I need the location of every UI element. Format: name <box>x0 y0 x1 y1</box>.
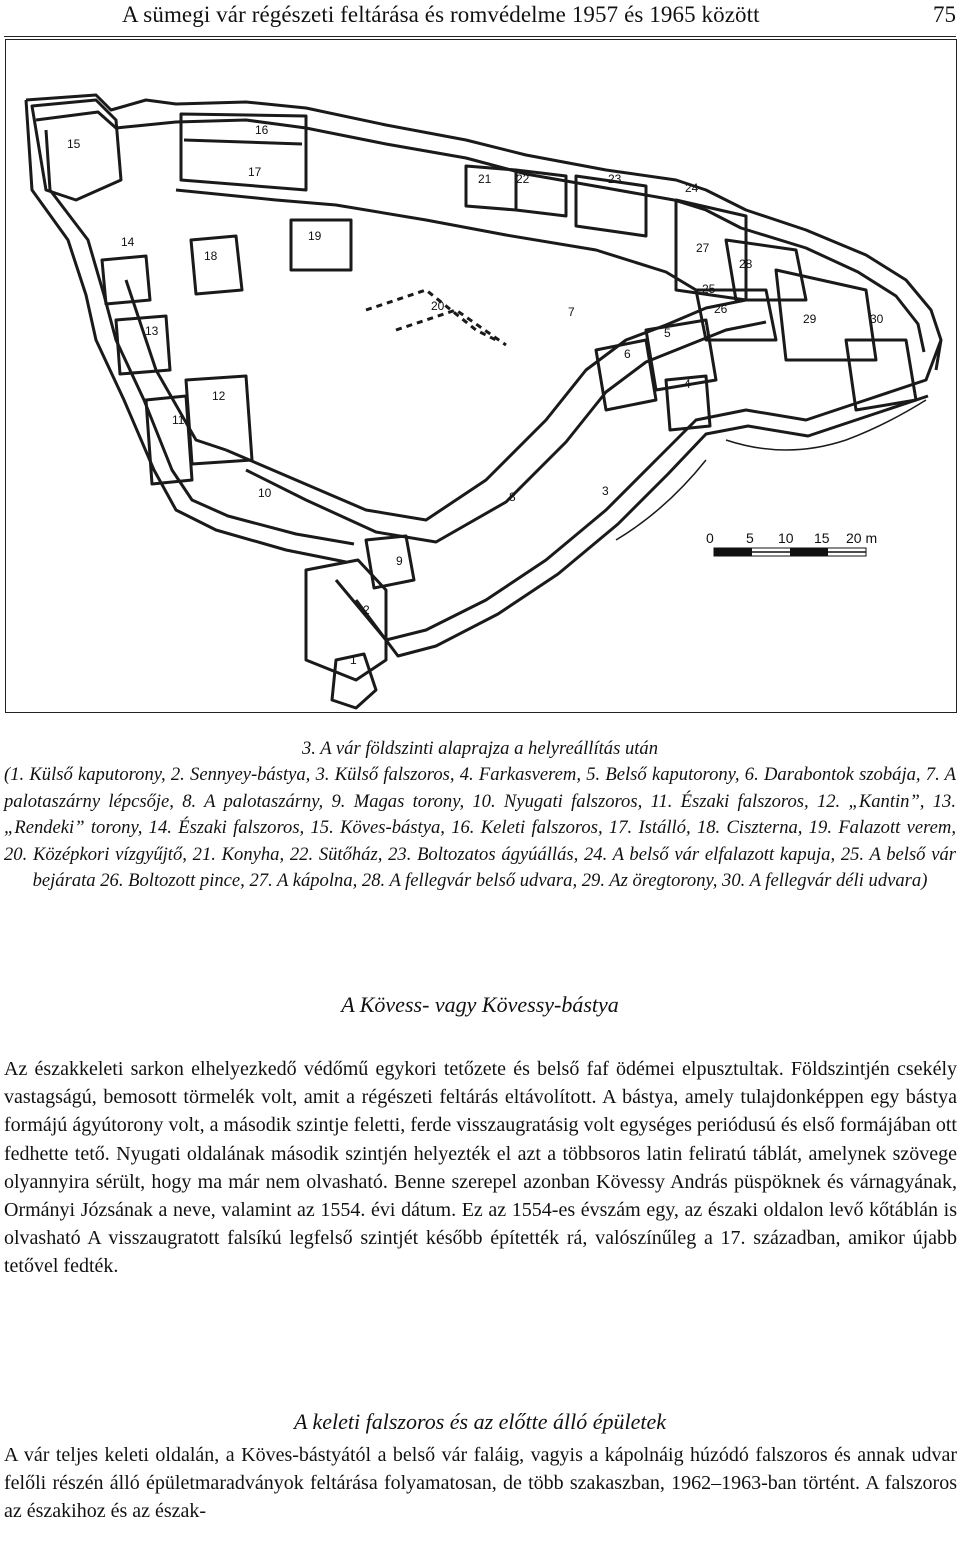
body-paragraph <box>4 1441 957 1526</box>
scale-tick: 0 <box>706 530 714 546</box>
castle-ground-plan-figure <box>5 39 957 713</box>
room-number: 1 <box>350 653 357 667</box>
running-title: A sümegi vár régészeti feltárása és romvédelme 1957 és 1965 között <box>122 2 760 27</box>
caption-legend: (1. Külső kaputorony, 2. Sennyey-bástya, 3. Külső falszoros, 4. Farkasverem, 5. Belső kaputorony, 6. Darabontok szobája, 7. A palotaszárny lépcsője, 8. A palotaszárny, 9. Magas torony, 10. Nyugati falszoros, 11. Északi falszoros, 12. „Kantin”, 13. „Rendeki” torony, 14. Északi falszoros, 15. Köves-bástya, 16. Keleti falszoros, 17. Istálló, 18. Ciszterna, 19. Falazott verem, 20. Középkori vízgyűjtő, 21. Konyha, 22. Sütőház, 23. Boltozatos ágyúállás, 24. A belső vár elfalazott kapuja, 25. A belső vár bejárata 26. Boltozott pince, 27. A kápolna, 28. A fellegvár belső udvara, 29. Az öregtorony, 30. A fellegvár déli udvara) <box>4 764 956 892</box>
room-number: 2 <box>363 603 370 617</box>
room-number: 17 <box>248 165 262 179</box>
scale-tick: 5 <box>746 530 754 546</box>
body-paragraph <box>4 1055 957 1281</box>
scale-bar <box>706 530 877 556</box>
room-number: 27 <box>696 241 710 255</box>
scale-tick: 15 <box>814 530 830 546</box>
section-heading: A Kövess- vagy Kövessy-bástya <box>341 992 619 1017</box>
room-number: 11 <box>172 413 185 427</box>
room-number: 12 <box>212 389 226 403</box>
room-number: 22 <box>516 172 530 186</box>
running-header <box>4 0 956 37</box>
room-number: 29 <box>803 312 817 326</box>
castle-plan-drawing <box>6 40 955 711</box>
room-number: 24 <box>685 181 699 195</box>
room-number: 8 <box>509 490 516 504</box>
room-number: 26 <box>714 302 728 316</box>
room-number: 14 <box>121 235 135 249</box>
room-number: 15 <box>67 137 81 151</box>
room-number: 4 <box>684 377 691 391</box>
paragraph-text: A vár teljes keleti oldalán, a Köves-bástyától a belső vár faláig, vagyis a kápolnáig húzódó falszoros és annak udvar felőli részén álló épületmaradványok feltárása folyamatosan, de több szakaszban, 1962–1963-ban történt. A falszoros az északihoz és az észak- <box>4 1444 957 1523</box>
room-number: 7 <box>568 305 575 319</box>
caption-title: 3. A vár földszinti alaprajza a helyreállítás után <box>301 738 659 759</box>
room-number: 6 <box>624 347 631 361</box>
room-number: 25 <box>702 282 716 296</box>
room-number: 28 <box>739 257 753 271</box>
page-number: 75 <box>933 2 956 27</box>
scale-tick: 10 <box>778 530 794 546</box>
room-number: 20 <box>431 299 445 313</box>
paragraph-text: Az északkeleti sarkon elhelyezkedő védőmű egykori tetőzete és belső faf ödémei elpusztultak. Földszintjén csekély vastagságú, bemosott törmelék volt, amit a régészeti feltárás eltávolított. A bástya, amely tulajdonképpen egy bástya formájú ágyútorony volt, a második szintje feletti, ferde visszaugratásig volt egységes periódusú és első formájában ott fedhette tető. Nyugati oldalának második szintjén helyezték el azt a többsoros latin feliratú táblát, amelynek szövege olyannyira sérült, hogy ma már nem olvasható. Benne szerepel azonban Kövessy András püspöknek és várnagyának, Ormányi Józsának a neve, valamint az 1554. évi dátum. Ez az 1554-es évszám egy, az északi oldalon levő kőtáblán is olvasható A visszaugratott falsíkú legfelső szintjét később építették rá, valószínűleg a 17. században, amikor újabb tetővel fedték. <box>4 1058 957 1278</box>
room-number: 19 <box>308 229 322 243</box>
room-number: 5 <box>664 326 671 340</box>
scale-tick: 20 m <box>846 530 878 546</box>
room-number: 18 <box>204 249 218 263</box>
room-number: 13 <box>145 324 159 338</box>
room-number: 30 <box>870 312 884 326</box>
room-number: 9 <box>396 554 403 568</box>
figure-caption <box>4 736 956 894</box>
room-number: 10 <box>258 486 272 500</box>
section-heading: A keleti falszoros és az előtte álló épületek <box>293 1409 667 1434</box>
room-number: 3 <box>602 484 609 498</box>
room-number: 21 <box>478 172 492 186</box>
room-number: 16 <box>255 123 269 137</box>
room-number: 23 <box>608 172 622 186</box>
